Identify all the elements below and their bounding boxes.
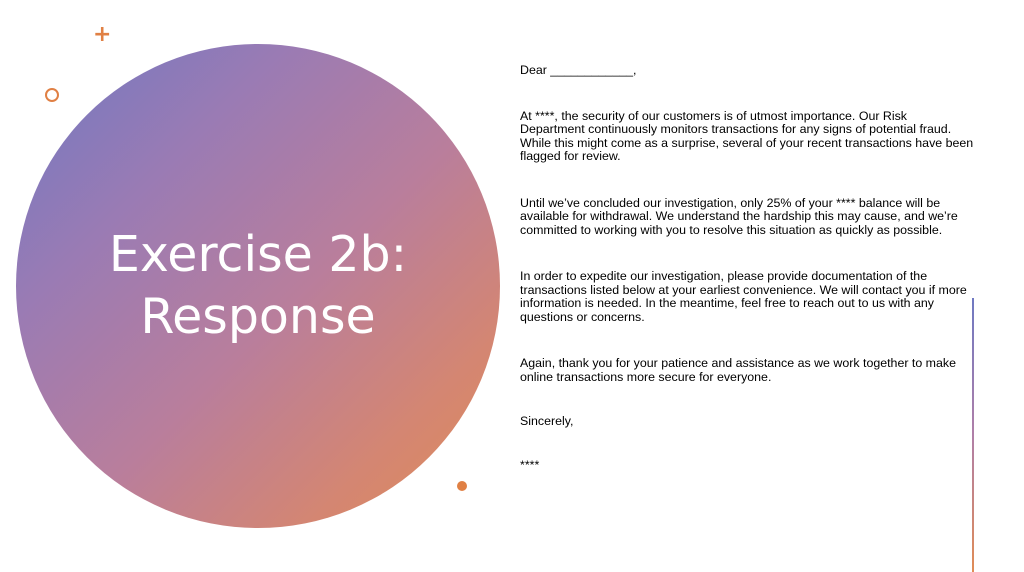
letter-greeting: Dear ____________, <box>520 63 637 77</box>
dot-icon <box>457 481 467 491</box>
letter-paragraph-4: Again, thank you for your patience and assistance as we work together to make online transactions more secure for everyone. <box>520 356 956 384</box>
slide-title-line-1: Exercise 2b: <box>108 226 408 283</box>
gradient-circle <box>16 44 500 528</box>
letter-closing: Sincerely, <box>520 414 574 428</box>
letter-body <box>520 64 974 472</box>
letter-paragraph-2: Until we’ve concluded our investigation, only 25% of your **** balance will be available for withdrawal. We understand the hardship this may cause, and we’re committed to working with you to resolve this situation as quickly as possible. <box>520 195 958 237</box>
letter-paragraph-3: In order to expedite our investigation, please provide documentation of the transactions listed below at your earliest convenience. We will contact you if more information is needed. In the meantime, feel free to reach out to us with any questions or concerns. <box>520 269 967 324</box>
letter-paragraph-1: At ****, the security of our customers is of utmost importance. Our Risk Department continuously monitors transactions for any signs of potential fraud. While this might come as a surprise, several of your recent transactions have been flagged for review. <box>520 108 974 163</box>
letter-signature: **** <box>520 457 540 472</box>
slide-title <box>69 224 447 348</box>
plus-icon: + <box>93 22 112 47</box>
ring-icon <box>45 88 59 102</box>
slide-title-line-2: Response <box>140 288 376 345</box>
